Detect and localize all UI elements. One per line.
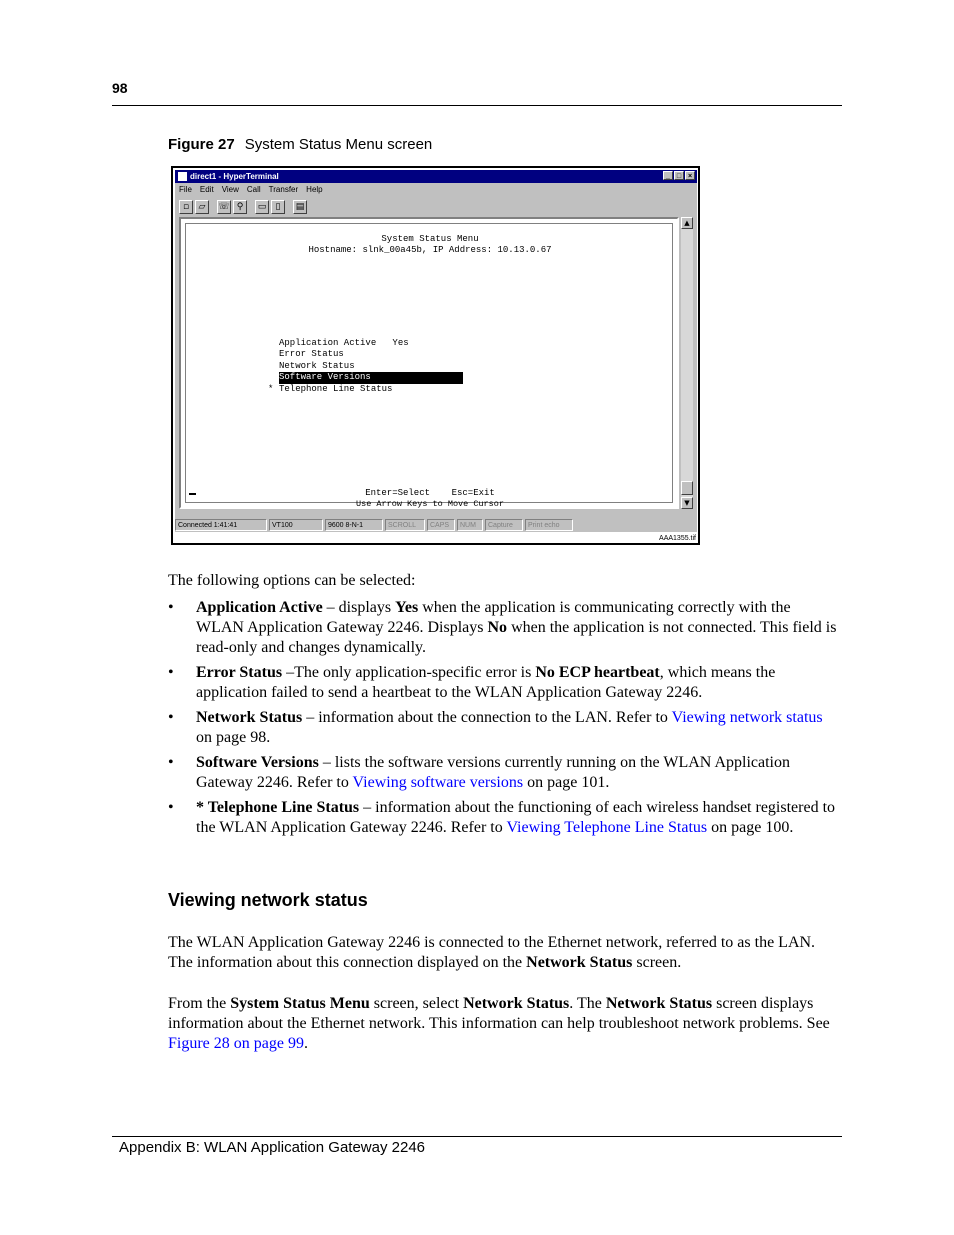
status-scroll: SCROLL bbox=[385, 519, 425, 531]
option-text: on page 101. bbox=[523, 774, 610, 791]
bullet: • bbox=[168, 709, 174, 726]
paragraph-bold: Network Status bbox=[605, 995, 713, 1012]
receive-icon[interactable]: ▯ bbox=[271, 200, 285, 214]
menu-bar bbox=[175, 184, 323, 196]
option-error-status bbox=[168, 663, 840, 703]
bullet: • bbox=[168, 664, 174, 681]
terminal-hostname-line: Hostname: slnk_00a45b, IP Address: 10.13.0.67 bbox=[308, 245, 552, 255]
send-icon[interactable]: ▭ bbox=[255, 200, 269, 214]
paragraph-select-network-status bbox=[168, 994, 840, 1054]
minimize-button[interactable]: _ bbox=[663, 171, 673, 180]
link-viewing-network-status[interactable]: Viewing network status bbox=[671, 709, 823, 726]
figure-caption-text: System Status Menu screen bbox=[244, 136, 433, 153]
option-bold: No bbox=[487, 619, 508, 636]
paragraph-text: . The bbox=[569, 995, 606, 1012]
option-text: – displays bbox=[322, 599, 396, 616]
option-telephone-line-status bbox=[168, 798, 840, 838]
link-figure-28[interactable]: Figure 28 on page 99 bbox=[168, 1035, 304, 1052]
scroll-thumb[interactable] bbox=[681, 481, 693, 495]
option-text: on page 98. bbox=[196, 729, 271, 746]
new-icon[interactable]: ▫ bbox=[179, 200, 193, 214]
scroll-down-icon[interactable]: ▼ bbox=[681, 497, 693, 509]
terminal-item-application-active[interactable]: Application Active Yes bbox=[279, 338, 409, 348]
option-term: Error Status bbox=[196, 664, 283, 681]
properties-icon[interactable]: ▤ bbox=[293, 200, 307, 214]
terminal-item-marker: * bbox=[268, 384, 274, 394]
figure-caption bbox=[168, 136, 432, 153]
maximize-button[interactable]: □ bbox=[674, 171, 684, 180]
option-term: Software Versions bbox=[196, 754, 319, 771]
option-text: on page 100. bbox=[707, 819, 794, 836]
menu-help[interactable]: Help bbox=[306, 185, 323, 194]
option-term: Application Active bbox=[196, 599, 323, 616]
paragraph-bold: System Status Menu bbox=[230, 995, 370, 1012]
option-network-status bbox=[168, 708, 840, 748]
paragraph-text: screen. bbox=[632, 954, 682, 971]
status-capture: Capture bbox=[485, 519, 523, 531]
hyperterminal-screenshot bbox=[171, 166, 700, 545]
figure-file-id: AAA1355.tif bbox=[659, 535, 696, 542]
page-number: 98 bbox=[112, 80, 128, 96]
vertical-scrollbar[interactable] bbox=[681, 217, 693, 509]
toolbar bbox=[179, 199, 307, 215]
paragraph-text: From the bbox=[168, 995, 231, 1012]
options-list bbox=[168, 598, 840, 843]
title-bar bbox=[175, 170, 697, 183]
status-bar bbox=[175, 519, 697, 531]
terminal-item-telephone-line-status[interactable]: Telephone Line Status bbox=[279, 384, 393, 394]
option-term: Network Status bbox=[196, 709, 303, 726]
link-viewing-telephone-line-status[interactable]: Viewing Telephone Line Status bbox=[506, 819, 708, 836]
option-text: , which means the application failed to send a heartbeat to the WLAN Application Gateway 2246. bbox=[196, 664, 776, 701]
menu-file[interactable]: File bbox=[179, 185, 192, 194]
paragraph-text: The WLAN Application Gateway 2246 is connected to the Ethernet network, referred to as the LAN. The information about this connection displayed on the bbox=[168, 934, 816, 971]
bullet: • bbox=[168, 754, 174, 771]
menu-transfer[interactable]: Transfer bbox=[268, 185, 299, 194]
status-connected: Connected 1:41:41 bbox=[175, 519, 267, 531]
status-num: NUM bbox=[457, 519, 483, 531]
options-intro: The following options can be selected: bbox=[168, 572, 416, 589]
option-text: –The only application-specific error is bbox=[282, 664, 536, 681]
open-icon[interactable]: ▱ bbox=[195, 200, 209, 214]
paragraph-text: screen, select bbox=[369, 995, 464, 1012]
terminal-area[interactable] bbox=[179, 217, 679, 509]
header-rule bbox=[112, 105, 842, 106]
option-bold: Yes bbox=[395, 599, 419, 616]
terminal-item-network-status[interactable]: Network Status bbox=[279, 361, 355, 371]
page-footer: Appendix B: WLAN Application Gateway 2246 bbox=[119, 1139, 426, 1156]
paragraph-text: screen displays information about the Ethernet network. This information can help troubleshoot network problems. See bbox=[168, 995, 830, 1032]
option-text: – information about the functioning of each wireless handset registered to the WLAN Application Gateway 2246. Refer to bbox=[196, 799, 836, 836]
bullet: • bbox=[168, 599, 174, 616]
menu-call[interactable]: Call bbox=[246, 185, 261, 194]
phone-icon[interactable]: ☏ bbox=[218, 202, 230, 212]
hyperterminal-app-icon bbox=[178, 172, 187, 181]
terminal-cursor bbox=[189, 493, 196, 495]
status-emulation: VT100 bbox=[269, 519, 323, 531]
terminal-footer-keys: Enter=Select Esc=Exit bbox=[365, 488, 495, 498]
disconnect-icon[interactable]: ⚲ bbox=[233, 200, 247, 214]
figure-label: Figure 27 bbox=[168, 136, 235, 153]
option-text: when the application is not connected. This field is read-only and changes dynamically. bbox=[196, 619, 837, 656]
paragraph-lan-connection bbox=[168, 933, 840, 973]
close-button[interactable]: × bbox=[685, 171, 695, 180]
scroll-up-icon[interactable]: ▲ bbox=[681, 217, 693, 229]
paragraph-bold: Network Status bbox=[463, 995, 570, 1012]
option-text: – lists the software versions currently running on the WLAN Application Gateway 2246. Refer to bbox=[196, 754, 790, 791]
option-application-active bbox=[168, 598, 840, 658]
footer-rule bbox=[112, 1136, 842, 1137]
option-software-versions bbox=[168, 753, 840, 793]
hyperterminal-window bbox=[175, 170, 697, 532]
status-caps: CAPS bbox=[427, 519, 455, 531]
terminal-menu-title: System Status Menu bbox=[381, 234, 479, 244]
option-text: – information about the connection to the LAN. Refer to bbox=[302, 709, 672, 726]
terminal-item-software-versions[interactable]: Software Versions bbox=[279, 372, 463, 384]
paragraph-text: . bbox=[303, 1035, 308, 1052]
terminal-item-error-status[interactable]: Error Status bbox=[279, 349, 344, 359]
paragraph-bold: Network Status bbox=[526, 954, 633, 971]
status-port-settings: 9600 8-N-1 bbox=[325, 519, 383, 531]
menu-edit[interactable]: Edit bbox=[199, 185, 214, 194]
option-term: * Telephone Line Status bbox=[196, 799, 360, 816]
section-heading: Viewing network status bbox=[168, 890, 368, 910]
menu-view[interactable]: View bbox=[221, 185, 239, 194]
option-text: when the application is communicating correctly with the WLAN Application Gateway 2246. Displays bbox=[196, 599, 791, 636]
terminal-screen bbox=[185, 223, 673, 509]
terminal-footer-hint: Use Arrow Keys to Move Cursor bbox=[356, 499, 504, 509]
window-title: direct1 - HyperTerminal bbox=[190, 172, 279, 181]
link-viewing-software-versions[interactable]: Viewing software versions bbox=[352, 774, 524, 791]
option-bold: No ECP heartbeat bbox=[535, 664, 660, 681]
status-print-echo: Print echo bbox=[525, 519, 573, 531]
bullet: • bbox=[168, 799, 174, 816]
